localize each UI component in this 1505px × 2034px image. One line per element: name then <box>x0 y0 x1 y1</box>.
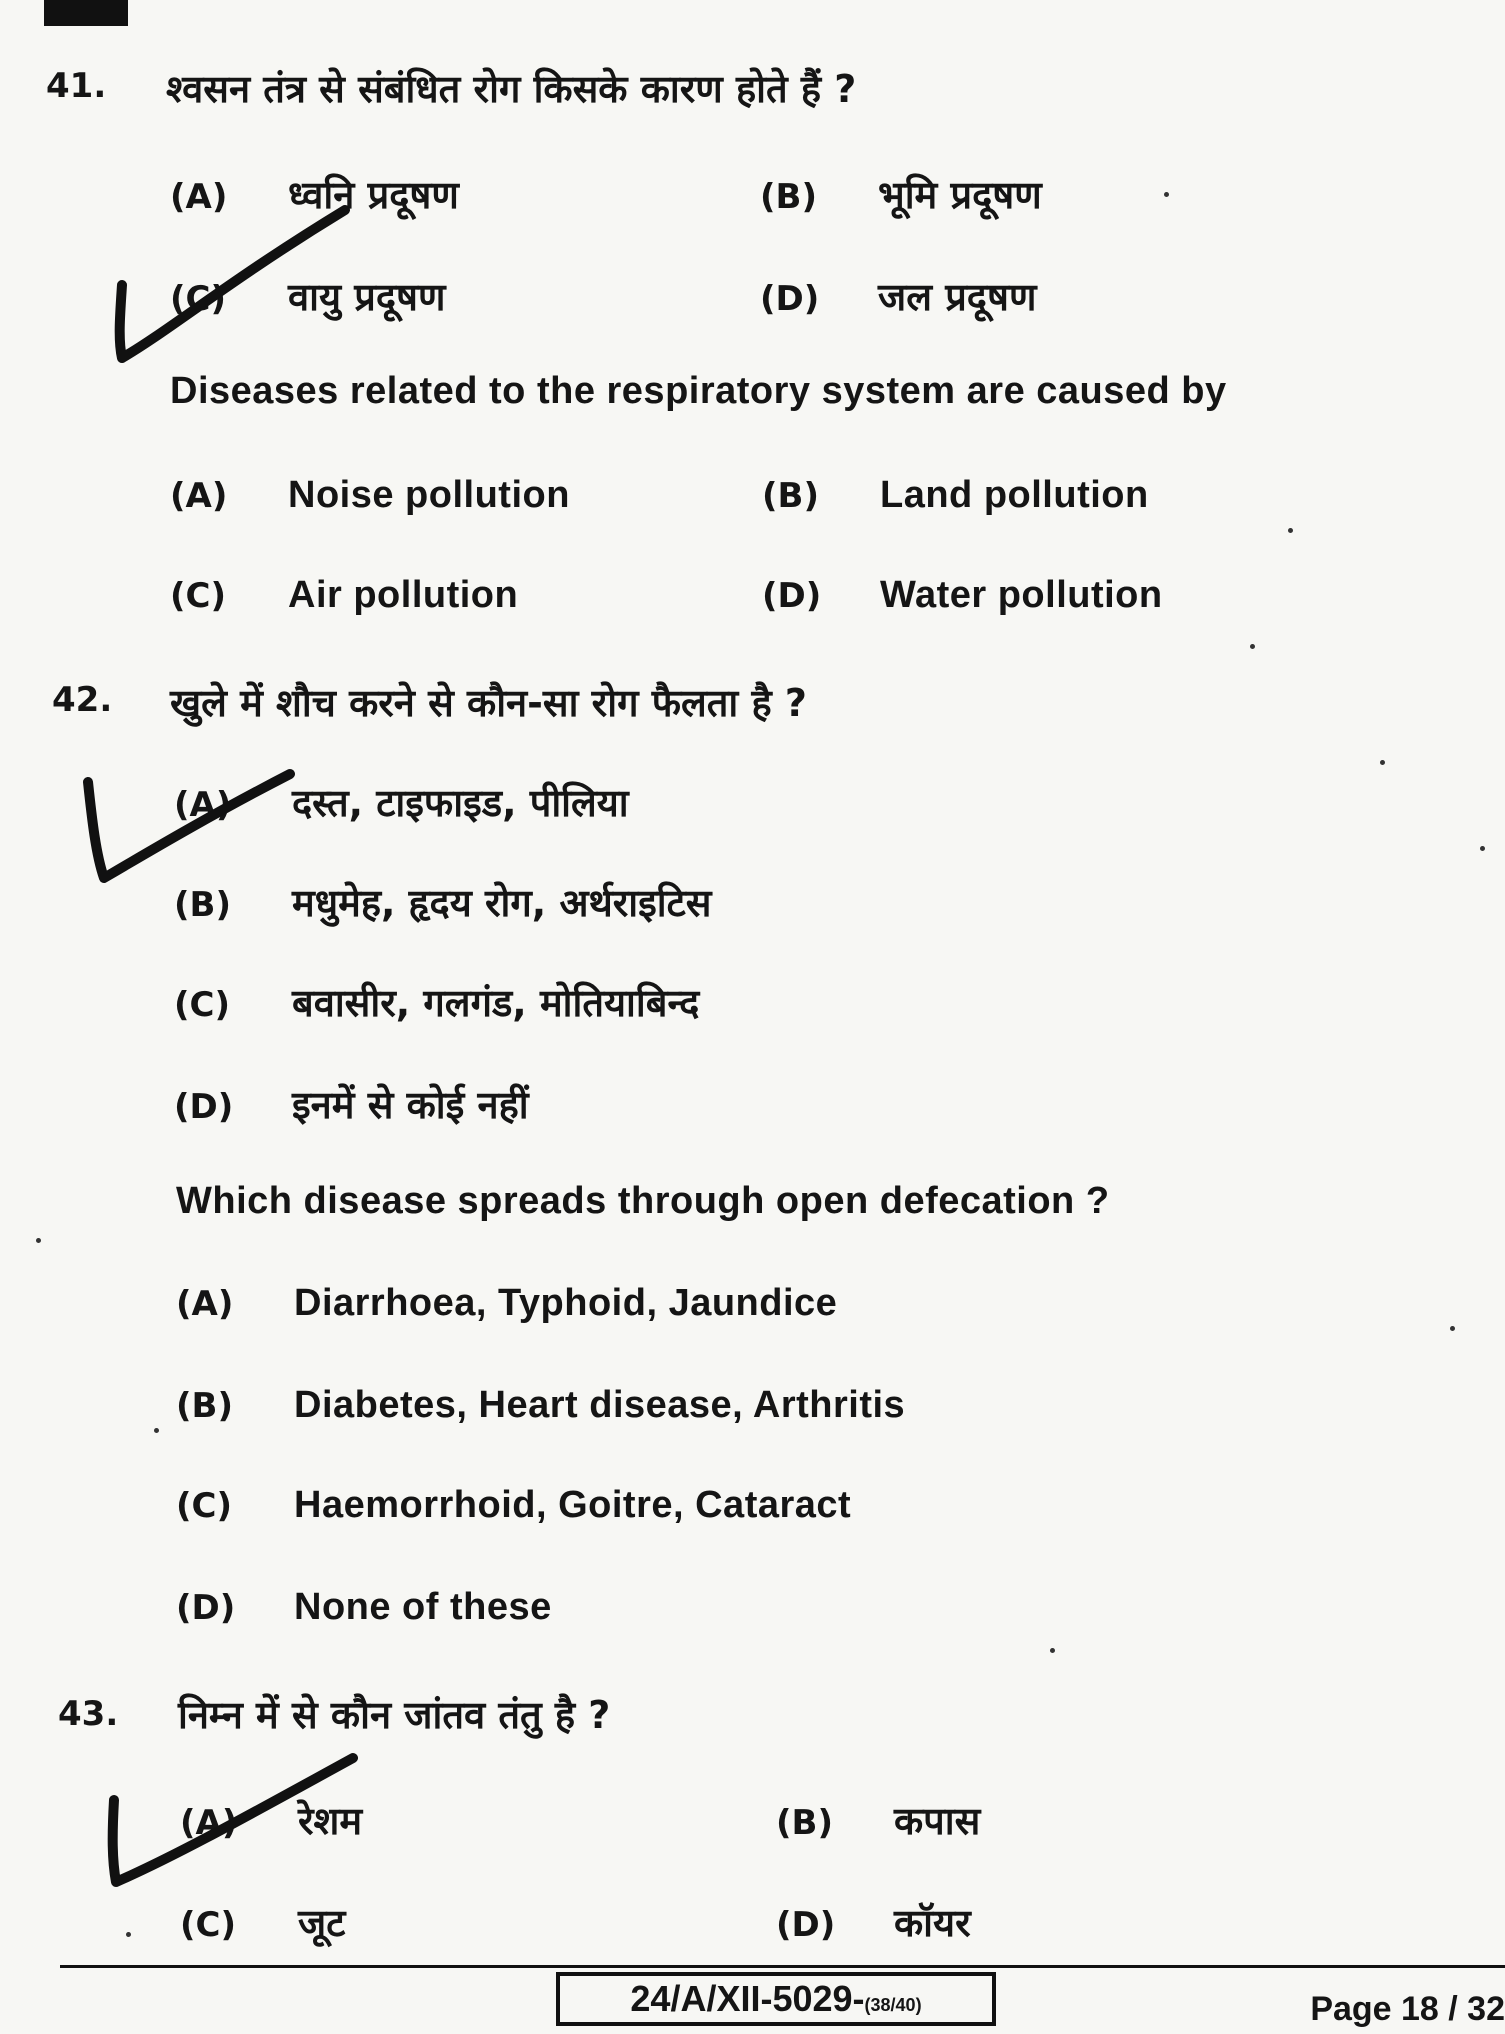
q41-hindi-option-a[interactable]: (A) ध्वनि प्रदूषण <box>170 173 459 217</box>
q41-english-option-c[interactable]: (C) Air pollution <box>170 574 519 616</box>
scan-speck <box>1380 760 1385 765</box>
q41-hindi-option-b[interactable]: (B) भूमि प्रदूषण <box>760 173 1042 217</box>
q42-hindi-option-d[interactable]: (D) इनमें से कोई नहीं <box>174 1083 529 1127</box>
q42-hindi-option-b[interactable]: (B) मधुमेह, हृदय रोग, अर्थराइटिस <box>174 881 712 925</box>
q41-english-option-d[interactable]: (D) Water pollution <box>762 574 1163 616</box>
paper-code-suffix: (38/40) <box>864 1995 922 2015</box>
question-41-english-stem: Diseases related to the respiratory system are caused by <box>170 370 1227 412</box>
q42-hindi-option-c[interactable]: (C) बवासीर, गलगंड, मोतियाबिन्द <box>174 981 700 1025</box>
scan-speck <box>1480 846 1485 851</box>
scan-speck <box>36 1238 41 1243</box>
q43-hindi-option-a[interactable]: (A) रेशम <box>180 1799 363 1843</box>
scan-speck <box>1164 192 1169 197</box>
paper-code: 24/A/XII-5029- <box>630 1978 865 2019</box>
question-43-hindi-stem: निम्न में से कौन जांतव तंतु है ? <box>178 1693 611 1737</box>
question-43-number: 43. <box>58 1694 119 1734</box>
q43-hindi-option-b[interactable]: (B) कपास <box>776 1799 981 1843</box>
q43-hindi-option-c[interactable]: (C) जूट <box>180 1901 346 1945</box>
scan-speck <box>154 1428 159 1433</box>
page-number: Page 18 / 32 <box>1310 1990 1505 2028</box>
scan-speck <box>1450 1326 1455 1331</box>
footer-rule <box>60 1965 1505 1968</box>
q41-hindi-option-d[interactable]: (D) जल प्रदूषण <box>760 275 1037 319</box>
scan-speck <box>126 1932 131 1937</box>
scan-speck <box>1050 1648 1055 1653</box>
q41-english-option-b[interactable]: (B) Land pollution <box>762 474 1149 516</box>
paper-code-box <box>556 1972 996 2026</box>
question-42-hindi-stem: खुले में शौच करने से कौन-सा रोग फैलता है ? <box>170 681 807 725</box>
q42-english-option-b[interactable]: (B) Diabetes, Heart disease, Arthritis <box>176 1384 906 1426</box>
question-41-number: 41. <box>46 66 107 106</box>
q41-english-option-a[interactable]: (A) Noise pollution <box>170 474 570 516</box>
q42-english-option-c[interactable]: (C) Haemorrhoid, Goitre, Cataract <box>176 1484 852 1526</box>
q41-hindi-option-c[interactable]: (C) वायु प्रदूषण <box>170 275 446 319</box>
scan-speck <box>1250 644 1255 649</box>
q42-english-option-a[interactable]: (A) Diarrhoea, Typhoid, Jaundice <box>176 1282 838 1324</box>
scan-speck <box>1288 528 1293 533</box>
q42-hindi-option-a[interactable]: (A) दस्त, टाइफाइड, पीलिया <box>174 781 629 825</box>
question-42-english-stem: Which disease spreads through open defecation ? <box>176 1180 1110 1222</box>
q43-hindi-option-d[interactable]: (D) कॉयर <box>776 1901 971 1945</box>
question-41-hindi-stem: श्वसन तंत्र से संबंधित रोग किसके कारण होते हैं ? <box>166 67 857 111</box>
q42-english-option-d[interactable]: (D) None of these <box>176 1586 552 1628</box>
question-42-number: 42. <box>52 680 113 720</box>
corner-mark <box>44 0 128 26</box>
